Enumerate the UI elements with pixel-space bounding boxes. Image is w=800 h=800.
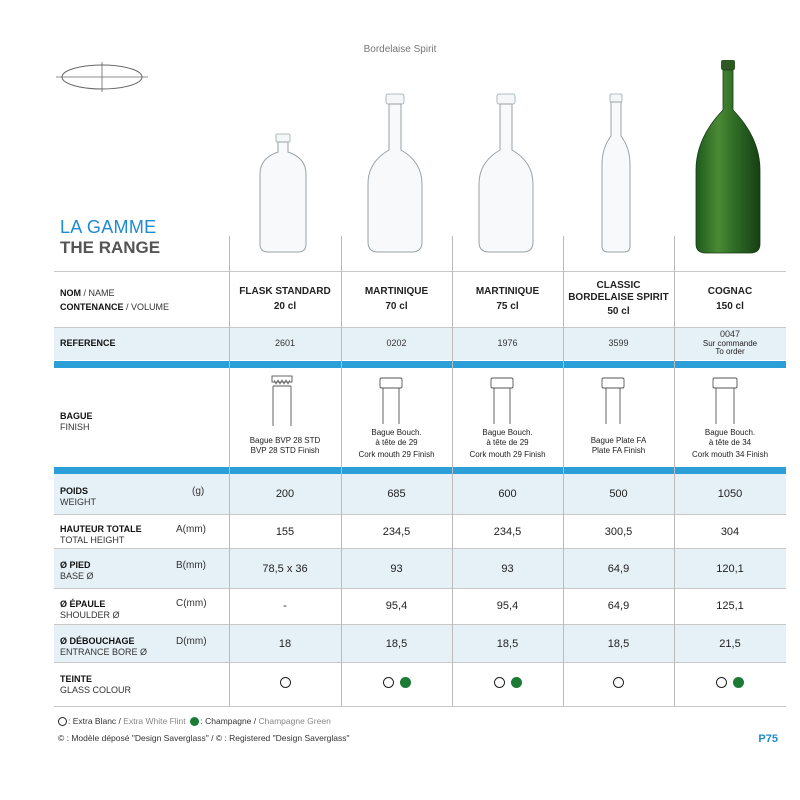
separator-bar (54, 361, 786, 368)
champagne-green-dot-icon (511, 677, 522, 688)
registered-design-note: © : Modèle déposé "Design Saverglass" / © : Registered "Design Saverglass" (58, 733, 350, 743)
product-reference: 2601 (274, 338, 296, 348)
row-divider (54, 514, 786, 515)
colour-legend: : Extra Blanc / Extra White Flint : Champagne / Champagne Green (58, 716, 331, 726)
extra-white-dot-icon (494, 677, 505, 688)
bore-value: 18 (278, 638, 292, 650)
finish-name: Bague BVP 28 STD (249, 436, 321, 445)
product-volume: 70 cl (385, 301, 408, 312)
shoulder-value: 125,1 (716, 600, 744, 612)
row-divider (54, 588, 786, 589)
finish-name-en: BVP 28 STD Finish (250, 446, 320, 455)
product-reference: 1976 (497, 338, 518, 348)
height-value: 155 (275, 526, 295, 538)
range-title-en: THE RANGE (60, 238, 161, 257)
product-volume: 75 cl (496, 301, 519, 312)
finish-name: Bague Plate FA (590, 436, 647, 445)
weight-value: 1050 (717, 488, 743, 500)
cognac-bottle-icon (688, 58, 768, 256)
product-reference: 3599 (608, 338, 629, 348)
reference-note-en: To order (715, 347, 745, 356)
row-divider (54, 706, 786, 707)
colour-row-label: TEINTE GLASS COLOUR (60, 674, 132, 695)
weight-value: 685 (387, 488, 406, 500)
name-row-label: NOM / NAME (60, 288, 115, 298)
glass-colour-swatches (341, 676, 452, 688)
bore-value: 18,5 (496, 638, 519, 650)
height-value: 300,5 (604, 526, 633, 538)
finish-name-line2: à tête de 34 (708, 438, 752, 447)
product-reference: 0047 (719, 329, 741, 339)
plate-finish-icon (599, 376, 627, 426)
finish-name-en: Plate FA Finish (591, 446, 646, 455)
bore-row-label: Ø DÉBOUCHAGE ENTRANCE BORE Ø (60, 636, 148, 657)
product-name: CLASSIC (596, 280, 641, 291)
reference-row-label: REFERENCE (60, 338, 116, 348)
shoulder-unit: C(mm) (176, 598, 207, 609)
weight-row-label: POIDS WEIGHT (60, 486, 96, 507)
base-value: 78,5 x 36 (262, 563, 308, 575)
shoulder-value: 95,4 (496, 600, 519, 612)
height-row-label: HAUTEUR TOTALE TOTAL HEIGHT (60, 524, 142, 545)
shoulder-value: 64,9 (607, 600, 630, 612)
product-name-line2: BORDELAISE SPIRIT (568, 292, 669, 303)
shoulder-value: 95,4 (385, 600, 408, 612)
bvp-finish-icon (268, 374, 296, 428)
bore-value: 18,5 (607, 638, 630, 650)
martinique-70-bottle-icon (360, 92, 430, 256)
martinique-75-bottle-icon (471, 92, 541, 256)
shoulder-row-label: Ø ÉPAULE SHOULDER Ø (60, 599, 120, 620)
ellipse-logo-icon (56, 60, 148, 94)
base-unit: B(mm) (176, 560, 206, 571)
row-divider (54, 548, 786, 549)
finish-name-line2: à tête de 29 (486, 438, 529, 447)
volume-row-label: CONTENANCE / VOLUME (60, 302, 170, 312)
bore-value: 21,5 (719, 638, 741, 650)
product-name: FLASK STANDARD (239, 286, 331, 297)
finish-name: Bague Bouch. (704, 428, 756, 437)
champagne-green-dot-icon (400, 677, 411, 688)
product-volume: 20 cl (273, 301, 297, 312)
extra-white-dot-icon (716, 677, 727, 688)
product-name: COGNAC (707, 286, 753, 297)
base-value: 93 (501, 563, 514, 575)
extra-white-dot-icon (58, 717, 67, 726)
champagne-green-dot-icon (190, 717, 199, 726)
finish-name-en: Cork mouth 29 Finish (358, 450, 435, 459)
base-value: 93 (390, 563, 403, 575)
glass-colour-swatches (229, 676, 341, 688)
finish-name-line2: à tête de 29 (375, 438, 418, 447)
bore-unit: D(mm) (176, 636, 207, 647)
base-value: 64,9 (607, 563, 630, 575)
weight-unit: (g) (192, 486, 205, 497)
finish-row-label: BAGUE FINISH (60, 411, 93, 432)
glass-colour-swatches (563, 676, 674, 688)
reference-note: Sur commande (702, 339, 758, 348)
glass-colour-swatches (452, 676, 563, 688)
weight-value: 500 (609, 488, 628, 500)
cork-29-finish-icon (488, 376, 516, 426)
base-row-label: Ø PIED BASE Ø (60, 560, 94, 581)
cork-34-finish-icon (710, 376, 740, 426)
separator-bar (54, 467, 786, 474)
row-divider (54, 662, 786, 663)
range-title-fr: LA GAMME (60, 217, 157, 237)
finish-name-en: Cork mouth 29 Finish (469, 450, 546, 459)
weight-value: 600 (498, 488, 517, 500)
base-value: 120,1 (716, 563, 744, 575)
shoulder-value: - (283, 600, 287, 612)
classic-bordelaise-bottle-icon (596, 92, 636, 256)
product-name: MARTINIQUE (475, 286, 540, 297)
extra-white-dot-icon (613, 677, 624, 688)
finish-name: Bague Bouch. (371, 428, 422, 437)
product-name: MARTINIQUE (364, 286, 429, 297)
page-header-title: Bordelaise Spirit (363, 44, 437, 55)
bore-value: 18,5 (385, 638, 408, 650)
product-volume: 50 cl (607, 306, 630, 317)
flask-bottle-icon (252, 130, 314, 256)
cork-29-finish-icon (377, 376, 405, 426)
height-value: 234,5 (382, 526, 411, 538)
finish-name: Bague Bouch. (482, 428, 533, 437)
row-divider (54, 624, 786, 625)
extra-white-dot-icon (383, 677, 394, 688)
product-reference: 0202 (386, 338, 407, 348)
height-unit: A(mm) (176, 524, 206, 535)
extra-white-dot-icon (280, 677, 291, 688)
height-value: 304 (720, 526, 740, 538)
height-value: 234,5 (493, 526, 522, 538)
glass-colour-swatches (674, 676, 786, 688)
row-divider (54, 327, 786, 328)
champagne-green-dot-icon (733, 677, 744, 688)
row-divider (54, 271, 786, 272)
product-volume: 150 cl (716, 301, 744, 312)
finish-name-en: Cork mouth 34 Finish (691, 450, 769, 459)
weight-value: 200 (275, 488, 295, 500)
page-number: P75 (758, 733, 778, 745)
